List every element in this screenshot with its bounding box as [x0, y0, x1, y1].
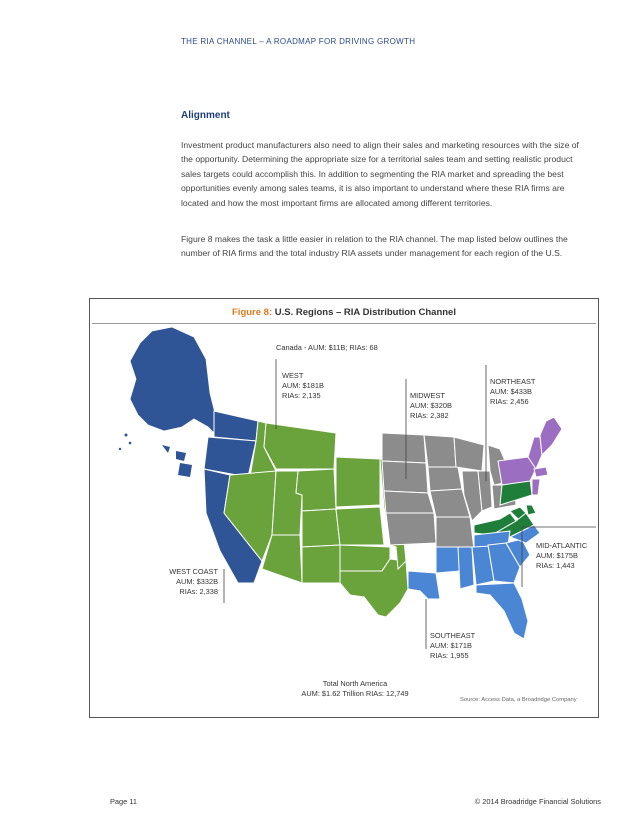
source-note: Source: Access Data, a Broadridge Company	[460, 697, 577, 703]
map-state-wa	[214, 411, 258, 441]
section-title: Alignment	[181, 110, 230, 121]
figure-number: Figure 8:	[232, 307, 273, 318]
map-region-hawaii	[162, 445, 192, 477]
west-coast-label: WEST COAST AUM: $332B RIAs: 2,338	[169, 567, 218, 596]
total-label: Total North America AUM: $1.62 Trillion RIAs: 12,749	[301, 679, 409, 698]
midwest-label: MIDWEST AUM: $320B RIAs: 2,382	[410, 391, 452, 420]
figure-title-text: U.S. Regions – RIA Distribution Channel	[274, 307, 456, 318]
body-paragraph-1: Investment product manufacturers also need to align their sales and marketing resources with the size of the opportunity. Determining the appropriate size for a territorial sales team and setting realistic product sales targets could accomplish this. In addition to segmenting the RIA market and spreading the best opportunities evenly among sales teams, it is also important to understand where these RIA firms are located and how the most important firms are allocated among different territories.	[181, 140, 579, 208]
copyright: © 2014 Broadridge Financial Solutions	[474, 797, 601, 806]
canada-label: Canada - AUM: $11B; RIAs: 68	[276, 343, 378, 352]
northeast-label: NORTHEAST AUM: $433B RIAs: 2,456	[490, 377, 536, 406]
us-regions-map	[90, 299, 598, 717]
figure-8	[89, 298, 599, 718]
body-paragraph-2: Figure 8 makes the task a little easier in relation to the RIA channel. The map listed below outlines the number of RIA firms and the total industry RIA assets under management for each region of the U.S.	[181, 234, 568, 259]
southeast-label: SOUTHEAST AUM: $171B RIAs: 1,955	[430, 631, 476, 660]
running-header: THE RIA CHANNEL – A ROADMAP FOR DRIVING GROWTH	[181, 37, 416, 46]
page-number: Page 11	[110, 797, 137, 806]
west-label: WEST AUM: $181B RIAs: 2,135	[282, 371, 324, 400]
mid-atlantic-label: MID-ATLANTIC AUM: $175B RIAs: 1,443	[536, 541, 588, 570]
